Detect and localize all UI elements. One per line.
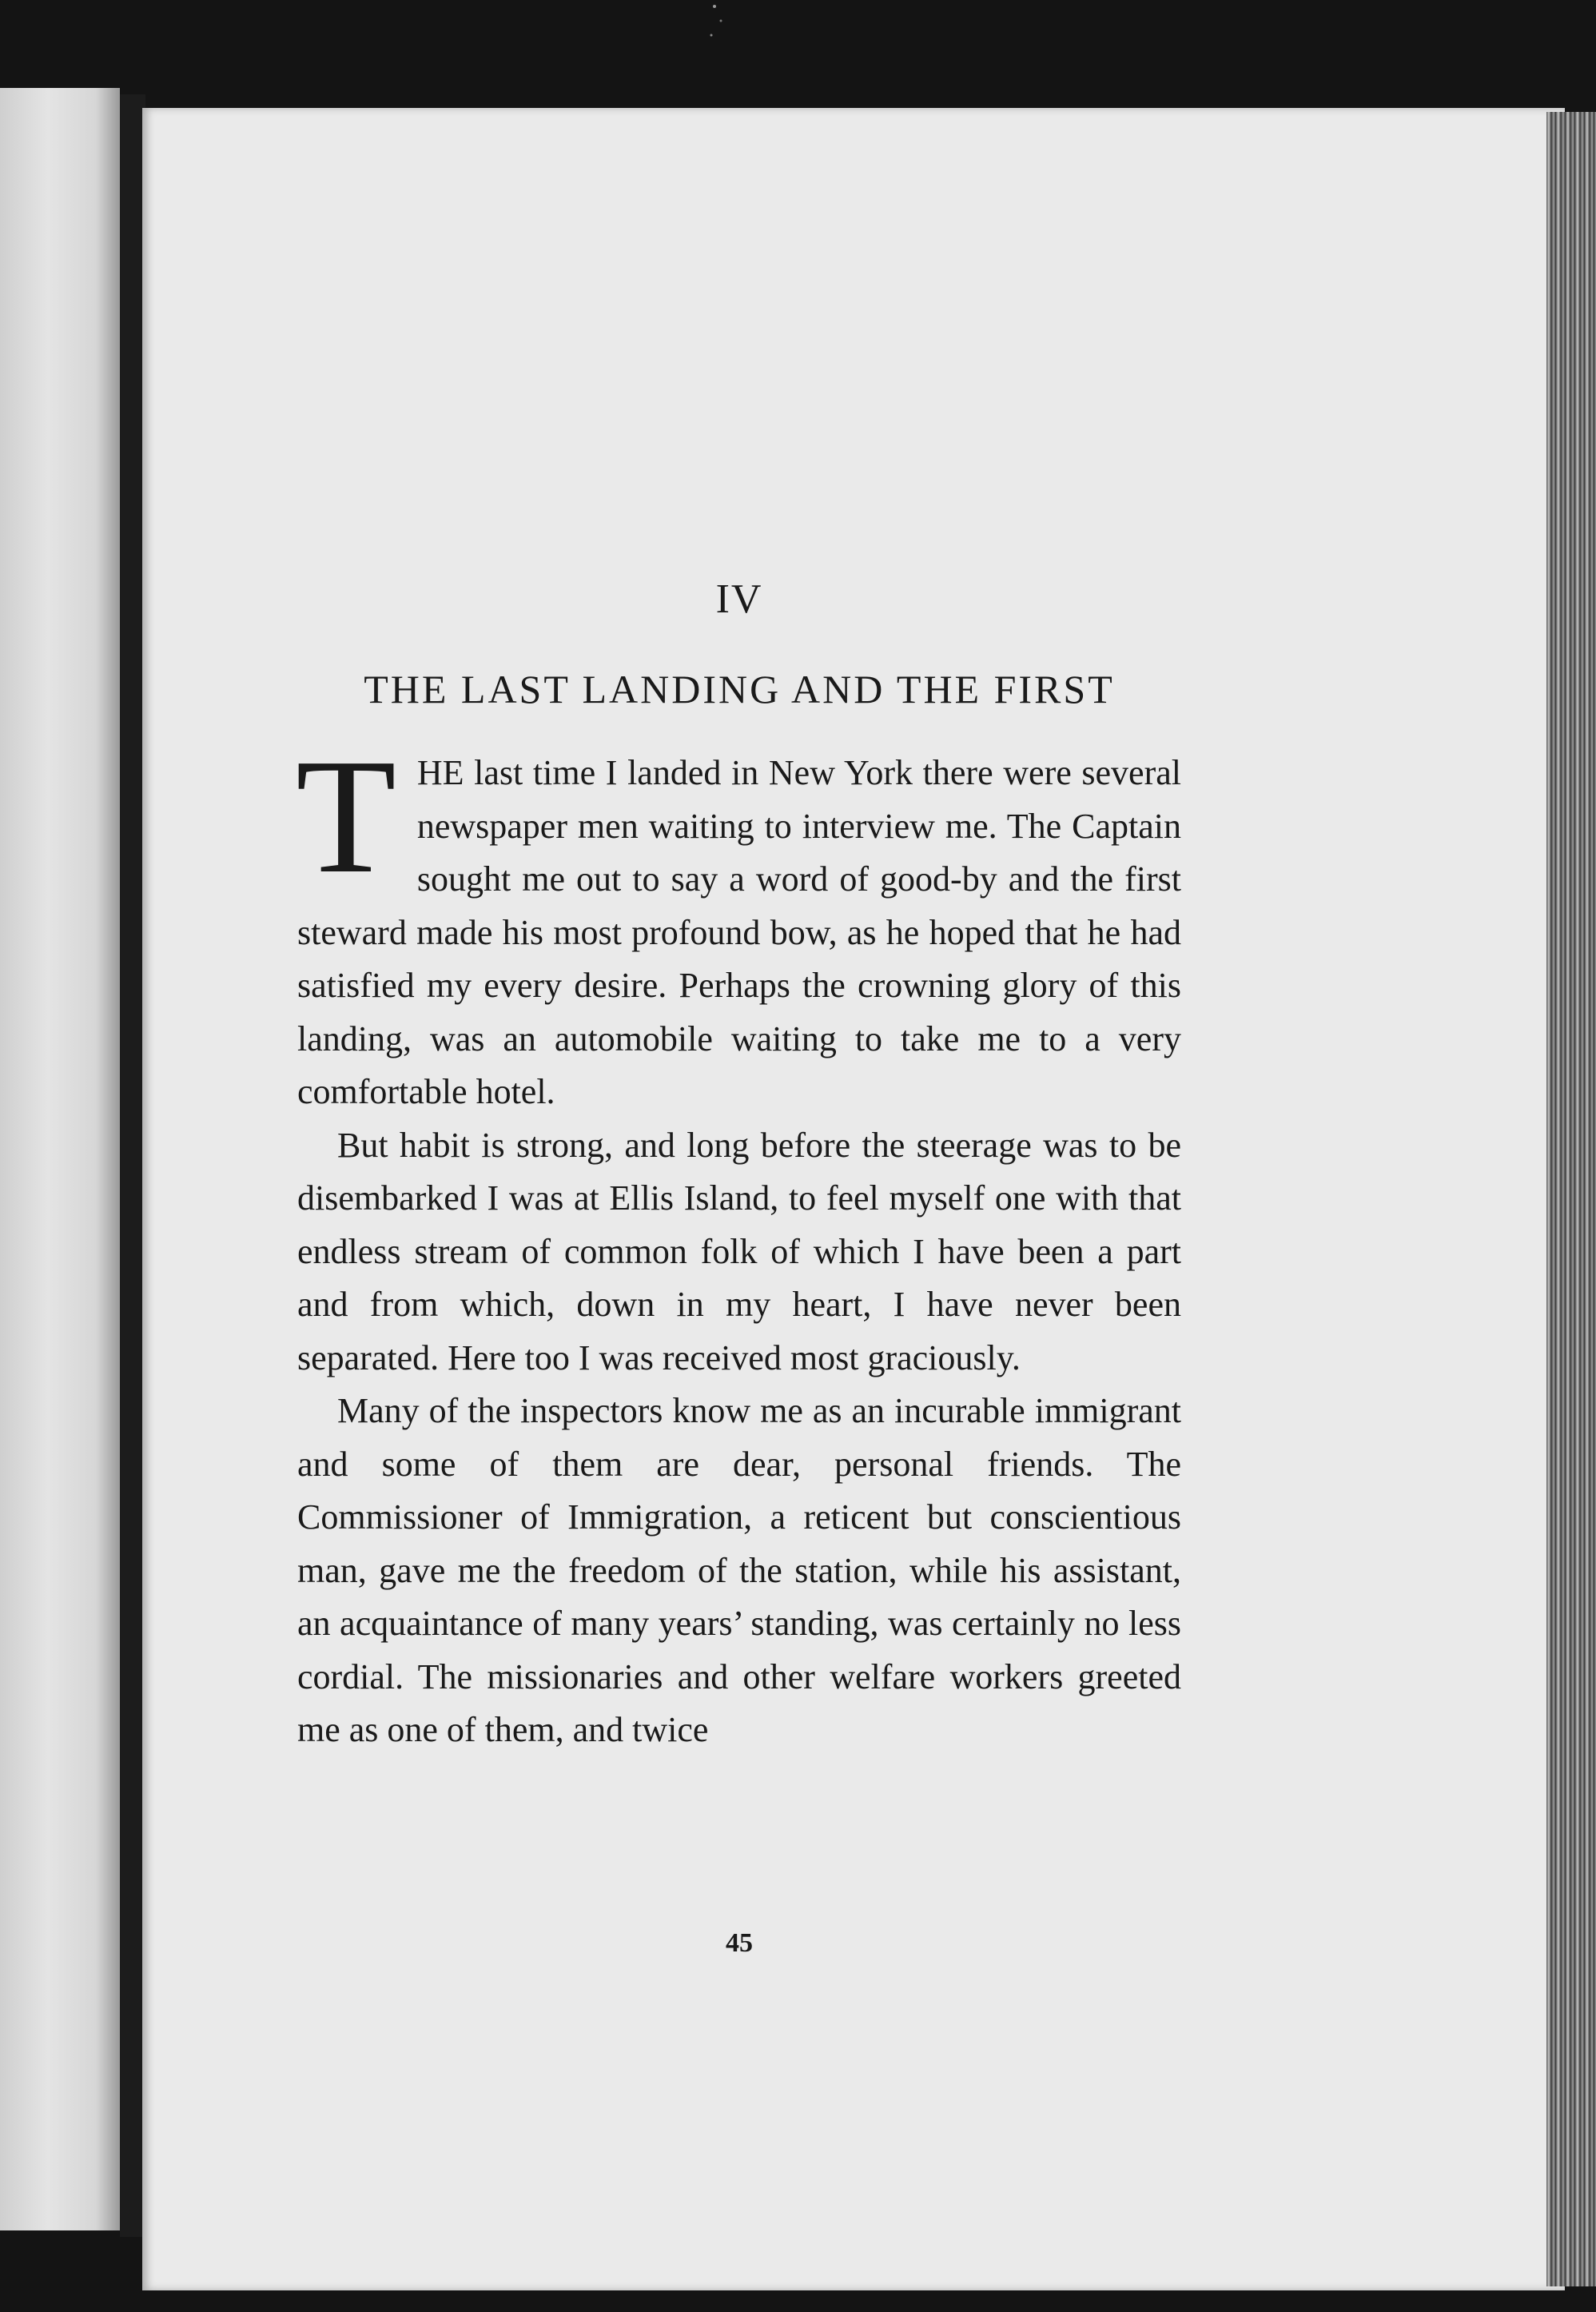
left-page-edge xyxy=(0,88,120,2230)
paragraph-3: Many of the inspectors know me as an incurable immigrant and some of them are dear, personal friends. The Commissioner of Immigration, a reticent but conscientious man, gave me the freedom of the station, while his assistant, an acquaintance of many years’ standing, was certainly no less cordial. The missionaries and other welfare workers greeted me as one of them, and twice xyxy=(297,1391,1181,1749)
chapter-title: THE LAST LANDING AND THE FIRST xyxy=(364,667,1115,712)
dust-speck xyxy=(703,0,735,48)
page-text xyxy=(297,576,1181,1757)
drop-cap: T xyxy=(296,724,396,907)
chapter-number: IV xyxy=(715,576,763,622)
page-edge-stack xyxy=(1546,112,1596,2286)
paragraph-2: But habit is strong, and long before the steerage was to be disembarked I was at Ellis Island, to feel myself one with that endless stream of common folk of which I have been a part and from which, down in my heart, I have never been separated. Here too I was received most graciously. xyxy=(297,1125,1181,1377)
paragraph-1-text: HE last time I landed in New York there were several newspaper men waiting to interview me. The Captain sought me out to say a word of good-by and the first steward made his most profound bow, as he hoped that he had satisfied my every desire. Perhaps the crowning glory of this landing, was an automobile waiting to take me to a very comfortable hotel. xyxy=(297,753,1181,1111)
paragraph-1 xyxy=(296,724,1181,1119)
page-number: 45 xyxy=(726,1928,753,1958)
